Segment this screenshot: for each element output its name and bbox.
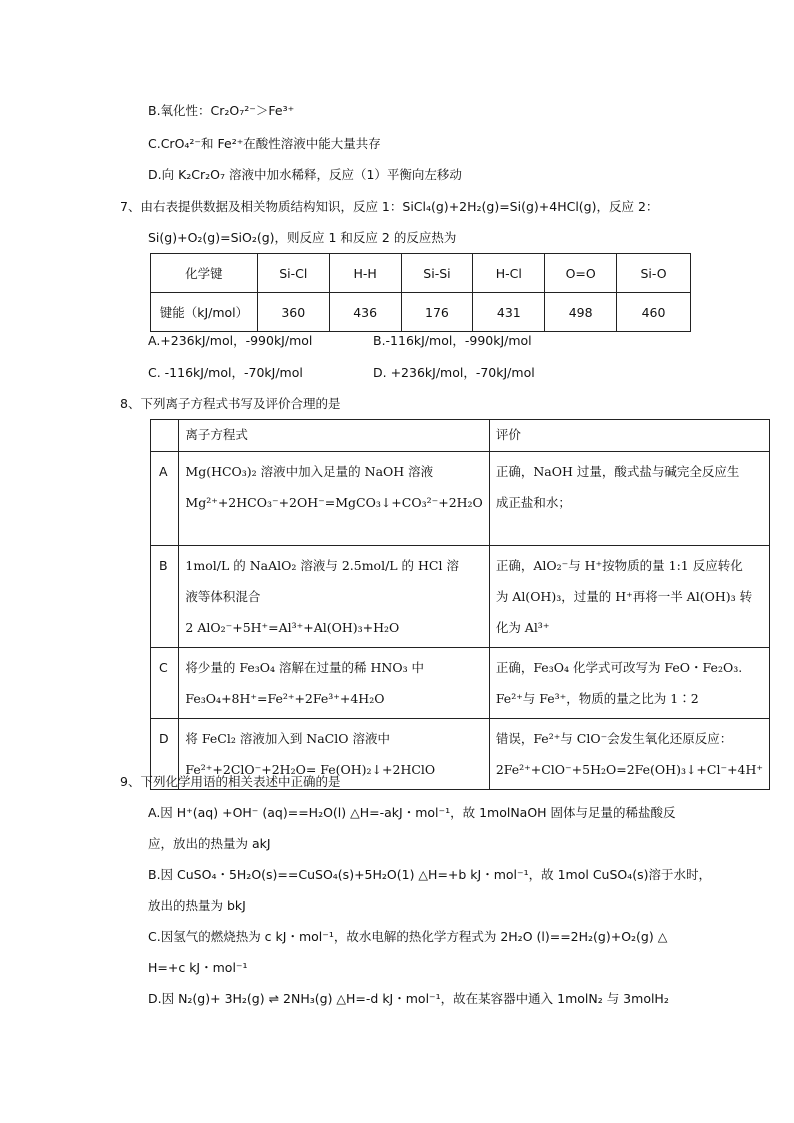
equation-line: Mg(HCO₃)₂ 溶液中加入足量的 NaOH 溶液 (185, 464, 434, 479)
equation-line: Fe₃O₄+8H⁺=Fe²⁺+2Fe³⁺+4H₂O (185, 691, 385, 706)
bond-header: Si-Cl (257, 254, 329, 293)
bond-energy-cell: 436 (329, 293, 401, 332)
evaluation-cell (489, 719, 769, 790)
q7-stem-line1: 7、由右表提供数据及相关物质结构知识，反应 1：SiCl₄(g)+2H₂(g)=Si(g)+4HCl(g)，反应 2： (120, 199, 659, 214)
q8-header-equation: 离子方程式 (179, 420, 489, 452)
evaluation-line: 2Fe²⁺+ClO⁻+5H₂O=2Fe(OH)₃↓+Cl⁻+4H⁺ (495, 762, 763, 777)
q8-stem: 8、下列离子方程式书写及评价合理的是 (120, 396, 341, 411)
q8-header-evaluation: 评价 (489, 420, 769, 452)
equation-line: 1mol/L 的 NaAlO₂ 溶液与 2.5mol/L 的 HCl 溶 (185, 558, 459, 573)
bond-energy-cell: 498 (545, 293, 617, 332)
row-label: B (151, 546, 179, 648)
evaluation-line: 错误，Fe²⁺与 ClO⁻会发生氧化还原反应： (495, 731, 733, 746)
q7-option-d: D. +236kJ/mol，-70kJ/mol (373, 365, 535, 380)
bond-header: Si-O (617, 254, 691, 293)
q9-option-a-line2: 应，放出的热量为 akJ (148, 836, 271, 851)
q7-option-b: B.-116kJ/mol，-990kJ/mol (373, 333, 532, 348)
evaluation-line: 正确，AlO₂⁻与 H⁺按物质的量 1:1 反应转化 (495, 558, 743, 573)
bond-header: Si-Si (401, 254, 473, 293)
bond-energy-cell: 431 (473, 293, 545, 332)
bond-table-header-row (151, 254, 691, 293)
evaluation-line: 正确，NaOH 过量，酸式盐与碱完全反应生 (495, 464, 740, 479)
evaluation-line: 化为 Al³⁺ (495, 620, 550, 635)
equation-line: 2 AlO₂⁻+5H⁺=Al³⁺+Al(OH)₃+H₂O (185, 620, 400, 635)
bond-energy-table (150, 253, 691, 332)
row-label: C (151, 648, 179, 719)
q8-row-b (151, 546, 770, 648)
q9-option-d-line1: D.因 N₂(g)+ 3H₂(g) ⇌ 2NH₃(g) △H=-d kJ・mol⁻¹，故在某容器中通入 1molN₂ 与 3molH₂ (148, 991, 669, 1006)
bond-energy-cell: 键能（kJ/mol） (151, 293, 258, 332)
evaluation-line: Fe²⁺与 Fe³⁺，物质的量之比为 1∶2 (495, 691, 699, 706)
bond-energy-cell: 460 (617, 293, 691, 332)
evaluation-line: 正确，Fe₃O₄ 化学式可改写为 FeO・Fe₂O₃. (495, 660, 743, 675)
row-label: D (151, 719, 179, 790)
q6-option-d: D.向 K₂Cr₂O₇ 溶液中加水稀释，反应（1）平衡向左移动 (148, 167, 462, 182)
bond-header: O=O (545, 254, 617, 293)
evaluation-cell (489, 546, 769, 648)
q9-option-b-line2: 放出的热量为 bkJ (148, 898, 246, 913)
q9-option-c-line1: C.因氢气的燃烧热为 c kJ・mol⁻¹，故水电解的热化学方程式为 2H₂O (l)==2H₂(g)+O₂(g) △ (148, 929, 668, 944)
bond-header: H-H (329, 254, 401, 293)
bond-energy-cell: 360 (257, 293, 329, 332)
q7-option-c: C. -116kJ/mol，-70kJ/mol (148, 365, 303, 380)
evaluation-cell (489, 648, 769, 719)
evaluation-line: 成正盐和水； (495, 495, 571, 510)
bond-energy-cell: 176 (401, 293, 473, 332)
q8-row-c (151, 648, 770, 719)
bond-header: H-Cl (473, 254, 545, 293)
q9-option-b-line1: B.因 CuSO₄・5H₂O(s)==CuSO₄(s)+5H₂O(1) △H=+b kJ・mol⁻¹，故 1mol CuSO₄(s)溶于水时， (148, 867, 712, 882)
equation-cell (179, 452, 489, 546)
bond-header: 化学键 (151, 254, 258, 293)
evaluation-cell (489, 452, 769, 546)
q8-row-a (151, 452, 770, 546)
q7-option-a: A.+236kJ/mol，-990kJ/mol (148, 333, 313, 348)
q8-header-row (151, 420, 770, 452)
equation-line: 将 FeCl₂ 溶液加入到 NaClO 溶液中 (185, 731, 390, 746)
equation-cell (179, 648, 489, 719)
equation-line: 液等体积混合 (185, 589, 261, 604)
evaluation-line: 为 Al(OH)₃，过量的 H⁺再将一半 Al(OH)₃ 转 (495, 589, 753, 604)
q9-option-c-line2: H=+c kJ・mol⁻¹ (148, 960, 248, 975)
equation-cell (179, 546, 489, 648)
bond-table-value-row (151, 293, 691, 332)
q9-option-a-line1: A.因 H⁺(aq) +OH⁻ (aq)==H₂O(l) △H=-akJ・mol⁻¹，故 1molNaOH 固体与足量的稀盐酸反 (148, 805, 676, 820)
q6-option-c: C.CrO₄²⁻和 Fe²⁺在酸性溶液中能大量共存 (148, 136, 381, 151)
q9-stem: 9、下列化学用语的相关表述中正确的是 (120, 774, 341, 789)
q6-option-b: B.氧化性：Cr₂O₇²⁻＞Fe³⁺ (148, 103, 295, 118)
row-label: A (151, 452, 179, 546)
equation-line: Fe²⁺+2ClO⁻+2H₂O= Fe(OH)₂↓+2HClO (185, 762, 436, 777)
ionic-equation-table (150, 419, 770, 790)
q7-stem-line2: Si(g)+O₂(g)=SiO₂(g)，则反应 1 和反应 2 的反应热为 (148, 230, 457, 245)
equation-line: 将少量的 Fe₃O₄ 溶解在过量的稀 HNO₃ 中 (185, 660, 425, 675)
equation-line: Mg²⁺+2HCO₃⁻+2OH⁻=MgCO₃↓+CO₃²⁻+2H₂O (185, 495, 483, 510)
